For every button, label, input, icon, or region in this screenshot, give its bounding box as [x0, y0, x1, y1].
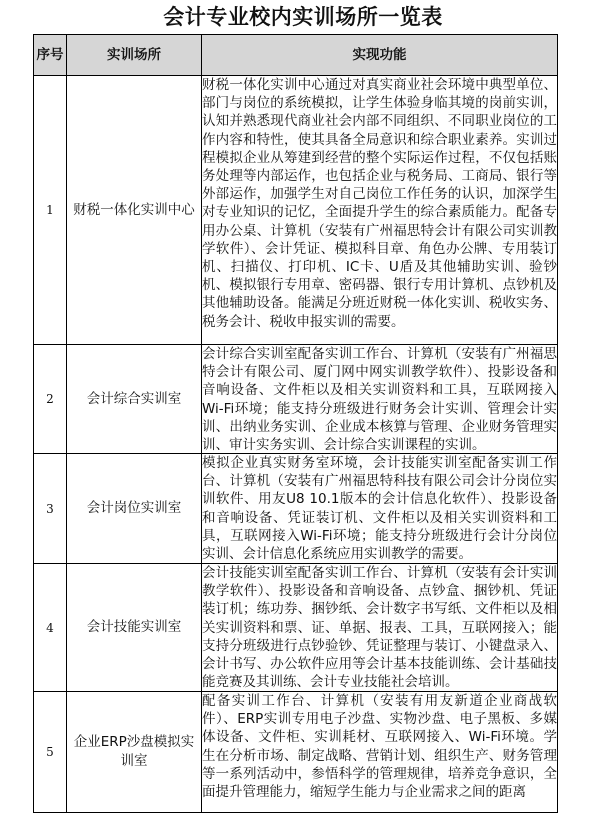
row-site-name: 财税一体化实训中心 — [67, 76, 202, 345]
row-function-cell — [202, 76, 558, 345]
row-site-name: 会计岗位实训室 — [67, 454, 202, 564]
row-function-cell — [202, 692, 558, 813]
table-row — [34, 692, 558, 813]
row-function-text: 配备实训工作台、计算机（安装有用友新道企业商战软件）、ERP实训专用电子沙盘、实物沙盘、电子黑板、多媒体设备、文件柜、实训耗材、互联网接入、Wi-Fi环境。学生在分析市场、制定战略、营销计划、组织生产、财务管理等一系列活动中，参悟科学的管理规律，培养竞争意识，全面提升管理能力，缩短学生能力与企业需求之间的距离 — [202, 693, 557, 801]
row-function-cell — [202, 564, 558, 692]
row-seq: 2 — [34, 345, 67, 454]
row-function-text: 模拟企业真实财务室环境，会计技能实训室配备实训工作台、计算机（安装有广州福思特科技有限公司会计分岗位实训软件、用友U8 10.1版本的会计信息化软件）、投影设备和音响设备、凭证装订机、文件柜以及相关实训资料和工具，互联网接入Wi-Fi环境；能支持分班级进行会计分岗位实训、会计信息化系统应用实训教学的需要。 — [202, 455, 557, 563]
page-title: 会计专业校内实训场所一览表 — [163, 5, 443, 29]
row-seq: 3 — [34, 454, 67, 564]
row-site-name: 会计综合实训室 — [67, 345, 202, 454]
row-function-cell — [202, 454, 558, 564]
table-row — [34, 345, 558, 454]
row-seq: 4 — [34, 564, 67, 692]
row-seq: 5 — [34, 692, 67, 813]
row-site-name: 企业ERP沙盘模拟实训室 — [67, 692, 202, 813]
row-site-name: 会计技能实训室 — [67, 564, 202, 692]
training-sites-table — [33, 34, 558, 813]
row-function-text: 会计综合实训室配备实训工作台、计算机（安装有广州福思特会计有限公司、厦门网中网实训教学软件）、投影设备和音响设备、文件柜以及相关实训资料和工具，互联网接入Wi-Fi环境；能支持分班级进行财务会计实训、管理会计实训、出纳业务实训、企业成本核算与管理、企业财务管理实训、审计实务实训、会计综合实训课程的实训。 — [202, 346, 557, 453]
row-seq: 1 — [34, 76, 67, 345]
row-function-cell — [202, 345, 558, 454]
table-row — [34, 454, 558, 564]
row-function-text: 会计技能实训室配备实训工作台、计算机（安装有会计实训教学软件）、投影设备和音响设备、点钞盒、捆钞机、凭证装订机；练功券、捆钞纸、会计数字书写纸、文件柜以及相关实训资料和票、证、单据、报表、工具，互联网接入；能支持分班级进行点钞验钞、凭证整理与装订、小键盘录入、会计书写、办公软件应用等会计基本技能训练、会计基础技能竞赛及其训练、会计专业技能社会培训。 — [202, 565, 557, 691]
header-site: 实训场所 — [67, 35, 202, 76]
table-header-row — [34, 35, 558, 76]
row-function-text: 财税一体化实训中心通过对真实商业社会环境中典型单位、部门与岗位的系统模拟，让学生体验身临其境的岗前实训，认知并熟悉现代商业社会内部不同组织、不同职业岗位的工作内容和特性，使其具备全局意识和综合职业素养。实训过程模拟企业从筹建到经营的整个实际运作过程，不仅包括账务处理等内部运作，也包括企业与税务局、工商局、银行等外部运作，加强学生对自己岗位工作任务的认识，加深学生对专业知识的记忆，全面提升学生的综合素质能力。配备专用办公桌、计算机（安装有广州福思特会计有限公司实训教学软件）、会计凭证、模拟科目章、角色办公牌、专用装订机、扫描仪、打印机、IC卡、U盾及其他辅助实训、验钞机、模拟银行专用章、密码器、银行专用计算机、点钞机及其他辅助设备。能满足分班近财税一体化实训、税收实务、税务会计、税收申报实训的需要。 — [202, 77, 557, 330]
header-function: 实现功能 — [202, 35, 558, 76]
table-row — [34, 76, 558, 345]
header-seq: 序号 — [34, 35, 67, 76]
table-row — [34, 564, 558, 692]
